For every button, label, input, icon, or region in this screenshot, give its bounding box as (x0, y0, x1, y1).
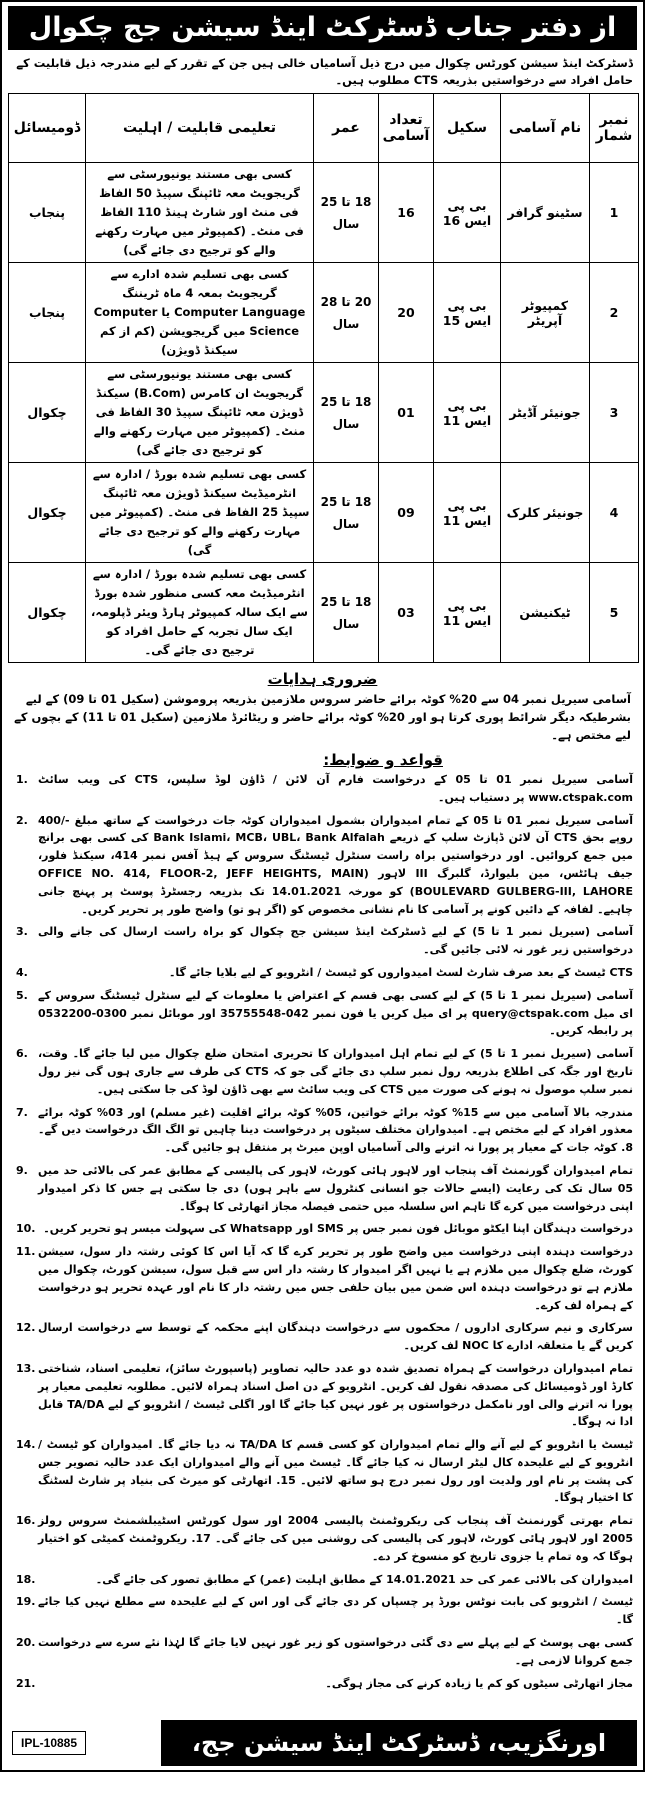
list-item (14, 1220, 633, 1238)
intro-text: ڈسٹرکٹ اینڈ سیشن کورٹس چکوال میں درج ذیل آسامیاں خالی ہیں جن کے تقرر کے لیے مندرجہ ذیل قابلیت کے حامل افراد سے درخواستیں بذریعہ CTS مطلوب ہیں۔ (16, 56, 633, 87)
table-row (9, 263, 639, 363)
instructions-title: ضروری ہدایات (267, 670, 378, 688)
list-item (14, 1675, 633, 1693)
row-no: 4 (590, 463, 639, 563)
row-qualification: کسی بھی تسلیم شدہ ادارے سے گریجویٹ بمعہ 4 ماہ ٹریننگ Computer Language یا Computer Science میں گریجویشن (کم از کم سیکنڈ ڈویژن) (86, 263, 314, 363)
rule-number: 3. (16, 925, 28, 939)
rule-text: آسامی سیریل نمبر 01 تا 05 کے تمام امیدواران بشمول امیدواران کوٹہ جات درخواست کے ساتھ مبلغ -/400 روپے بحق CTS آن لائن ڈپازٹ سلپ کے ذریعے Bank Islami، MCB، UBL، Bank Alfalah کی کسی بھی برانچ میں جمع کروائیں۔ اور درخواستیں براہ راست سنٹرل ٹیسٹنگ سروس کے ہیڈ آفس نمبر 414، سیکنڈ فلور، جیف ہائٹس، مین بلیوارڈ، گلبرگ III لاہور (OFFICE NO. 414, FLOOR-2, JEFF HEIGHTS, MAIN BOULEVARD GULBERG-III, LAHORE) کو مورخہ 14.01.2021 تک بذریعہ رجسٹرڈ پوسٹ پر پہنچ جانی چاہیے۔ لفافہ کے دائیں کونے پر آسامی کا نام نشانی مخصوص کو (اگر ہو تو) واضح طور پر تحریر کریں۔ (38, 813, 633, 916)
rule-text: مجاز اتھارٹی سیٹوں کو کم یا زیادہ کرنے کی مجاز ہوگی۔ (325, 1676, 633, 1690)
row-post: جونیئر آڈیٹر (501, 363, 590, 463)
row-qualification: کسی بھی تسلیم شدہ بورڈ / ادارہ سے انٹرمیڈیٹ معہ کسی منظور شدہ بورڈ سے ایک سالہ کمپیوٹر ہارڈ ویئر ڈپلومہ، ایک سال تجربہ کے حامل افراد کو ترجیح دی جائے گی۔ (86, 563, 314, 663)
list-item (14, 1162, 633, 1215)
rule-number: 5. (16, 988, 28, 1002)
row-qualification: کسی بھی تسلیم شدہ بورڈ / ادارہ سے انٹرمیڈیٹ سیکنڈ ڈویژن معہ ٹائپنگ سپیڈ 25 الفاظ فی منٹ۔ (کمپیوٹر میں مہارت رکھنے والے کو ترجیح دی جائے گی) (86, 463, 314, 563)
row-scale: بی پی ایس 11 (434, 363, 501, 463)
row-post: جونیئر کلرک (501, 463, 590, 563)
rule-number: 20. (16, 1636, 36, 1650)
table-row (9, 163, 639, 263)
list-item (14, 1319, 633, 1355)
row-age: 18 تا 25 سال (314, 563, 379, 663)
rule-number: 4. (16, 965, 28, 979)
rule-text: تمام امیدواران درخواست کے ہمراہ تصدیق شدہ دو عدد حالیہ تصاویر (پاسپورٹ سائز)، تعلیمی اسناد، شناختی کارڈ اور ڈومیسائل کی مصدقہ نقول لف کریں۔ انٹرویو کے دن اصل اسناد ہمراہ لائیں۔ مطلوبہ تعلیمی معیار پر پورا نہ اترنے والی اور نامکمل درخواستوں پر غور نہیں کیا جائے گا اور اگلی ٹیسٹ / انٹرویو کے لیے TA/DA قابل ادا نہ ہوگا۔ (38, 1361, 633, 1429)
rule-number: 7. (16, 1105, 28, 1119)
rule-text: ٹیسٹ / انٹرویو کی بابت نوٹس بورڈ پر چسپاں کر دی جائے گی اور اس کے لیے علیحدہ سے مطلع نہیں کیا جائے گا۔ (38, 1595, 633, 1627)
header-domicile: ڈومیسائل (9, 94, 86, 163)
row-count: 16 (379, 163, 434, 263)
row-domicile: پنجاب (9, 263, 86, 363)
header-count: تعداد آسامی (379, 94, 434, 163)
list-item (14, 1243, 633, 1314)
row-post: ٹیکنیشن (501, 563, 590, 663)
row-no: 2 (590, 263, 639, 363)
rule-text: سرکاری و نیم سرکاری اداروں / محکموں سے درخواست دہندگان اپنے محکمہ کے توسط سے درخواست ارسال کریں گے یا متعلقہ ادارے کا NOC لف کریں۔ (38, 1321, 633, 1353)
rule-number: 6. (16, 1047, 28, 1061)
rule-number: 1. (16, 773, 28, 786)
row-scale: بی پی ایس 11 (434, 463, 501, 563)
row-scale: بی پی ایس 11 (434, 563, 501, 663)
rule-number: 19. (16, 1595, 36, 1609)
rule-number: 10. (16, 1222, 36, 1236)
rule-number: 2. (16, 813, 28, 827)
list-item (14, 1571, 633, 1589)
list-item (14, 1360, 633, 1431)
row-post: کمپیوٹر آپریٹر (501, 263, 590, 363)
page-title: از دفتر جناب ڈسٹرکٹ اینڈ سیشن جج چکوال (8, 6, 637, 50)
rule-text: درخواست دہندگان اپنا ایکٹو موبائل فون نمبر جس پر SMS اور Whatsapp کی سہولت میسر ہو تحریر کریں۔ (43, 1222, 633, 1236)
rule-text: ٹیسٹ یا انٹرویو کے لیے آنے والے تمام امیدواران کو کسی قسم کا TA/DA نہ دیا جائے گا۔ امیدواران کو ٹیسٹ / انٹرویو کے لیے علیحدہ کال لیٹر ارسال نہ کیا جائے گا۔ ٹیسٹ میں آنے والے امیدواران ایک عدد حالیہ تصویر جس کی پشت پر نام اور ولدیت اور رول نمبر درج ہو ساتھ لائیں۔ 15. اتھارٹی کو میرٹ کی بنیاد پر شارٹ لسٹنگ کا اختیار ہوگا۔ (38, 1438, 634, 1505)
list-item (14, 771, 633, 807)
row-domicile: چکوال (9, 563, 86, 663)
rule-number: 9. (16, 1163, 28, 1177)
header-scale: سکیل (434, 94, 501, 163)
row-no: 3 (590, 363, 639, 463)
rule-text: آسامی (سیریل نمبر 1 تا 5) کے لیے تمام اہل امیدواران کا تحریری امتحان ضلع چکوال میں لیا جائے گا۔ وقت، تاریخ اور جگہ کی اطلاع بذریعہ رول نمبر سلپ دی جائے گی جو کہ CTS کی طرف سے جاری ہوں گی نیز رول نمبر سلپ موصول نہ ہونے کی صورت میں CTS کی ویب سائٹ سے بھی ڈاؤن لوڈ کی جا سکتی ہیں۔ (38, 1047, 633, 1096)
header-post: نام آسامی (501, 94, 590, 163)
rule-number: 11. (16, 1245, 36, 1259)
row-no: 1 (590, 163, 639, 263)
table-header-row (9, 94, 639, 163)
rule-number: 14. (16, 1438, 36, 1452)
ipl-code: IPL-10885 (12, 1731, 86, 1755)
row-count: 20 (379, 263, 434, 363)
rules-list (2, 771, 643, 1697)
row-age: 18 تا 25 سال (314, 163, 379, 263)
table-row (9, 563, 639, 663)
row-qualification: کسی بھی مستند یونیورسٹی سے گریجویٹ ان کامرس (B.Com) سیکنڈ ڈویژن معہ ٹائپنگ سپیڈ 30 الفاظ فی منٹ۔ (کمپیوٹر میں مہارت رکھنے والے کو ترجیح دی جائے گی) (86, 363, 314, 463)
rule-text: آسامی (سیریل نمبر 1 تا 5) کے لیے ڈسٹرکٹ اینڈ سیشن جج چکوال کو براہ راست ارسال کی جانے والی درخواستیں زیر غور نہ لائی جائیں گی۔ (38, 925, 633, 957)
list-item (14, 1436, 633, 1507)
header-age: عمر (314, 94, 379, 163)
instructions-text: آسامی سیریل نمبر 04 سے 20% کوٹہ برائے حاضر سروس ملازمین بذریعہ پروموشن (سکیل 01 تا 09) کے لیے بشرطیکہ دیگر شرائط پوری کرتا ہو اور 20% کوٹہ برائے حاضر و ریٹائرڈ ملازمین (سکیل 01 تا 11) کے بچوں کے لیے مختص ہے۔ (14, 692, 631, 742)
row-post: سٹینو گرافر (501, 163, 590, 263)
list-item (14, 812, 633, 919)
row-qualification: کسی بھی مستند یونیورسٹی سے گریجویٹ معہ ٹائپنگ سپیڈ 50 الفاظ فی منٹ اور شارٹ ہینڈ 110 الفاظ فی منٹ۔ (کمپیوٹر میں مہارت رکھنے والے کو ترجیح دی جائے گی) (86, 163, 314, 263)
row-no: 5 (590, 563, 639, 663)
rule-number: 16. (16, 1514, 36, 1528)
list-item (14, 987, 633, 1040)
header-qualification: تعلیمی قابلیت / اہلیت (86, 94, 314, 163)
row-age: 18 تا 25 سال (314, 463, 379, 563)
list-item (14, 964, 633, 982)
rule-number: 12. (16, 1321, 36, 1335)
list-item (14, 1634, 633, 1670)
table-row (9, 463, 639, 563)
row-count: 09 (379, 463, 434, 563)
list-item (14, 1104, 633, 1157)
row-age: 18 تا 25 سال (314, 363, 379, 463)
list-item (14, 1512, 633, 1565)
rule-text: کسی بھی پوسٹ کے لیے پہلے سے دی گئی درخواستوں کو زیر غور نہیں لایا جائے گا لہٰذا نئے سرے سے درخواست جمع کروانا لازمی ہے۔ (38, 1636, 633, 1667)
rule-text: تمام بھرتی گورنمنٹ آف پنجاب کی ریکروٹمنٹ پالیسی 2004 اور سول کورٹس اسٹیبلشمنٹ سروس رولز 2005 اور لاہور ہائی کورٹ، لاہور کی پالیسی کی روشنی میں کی جائے گی۔ 17. ریکروٹمنٹ کمیٹی کو اختیار ہوگا کہ وہ تمام یا جزوی تاریخ کو منسوخ کر دے۔ (38, 1514, 633, 1563)
rule-text: آسامی سیریل نمبر 01 تا 05 کے درخواست فارم آن لائن / ڈاؤن لوڈ سلپس، CTS کی ویب سائٹ www.ctspak.com پر دستیاب ہیں۔ (38, 773, 634, 804)
row-scale: بی پی ایس 15 (434, 263, 501, 363)
rules-title: قواعد و ضوابط: (323, 751, 443, 769)
header-no: نمبر شمار (590, 94, 639, 163)
rule-text: آسامی (سیریل نمبر 1 تا 5) کے لیے کسی بھی قسم کے اعتراض یا معلومات کے لیے سنٹرل ٹیسٹنگ سروس کے ای میل query@ctspak.com پر ای میل کریں یا فون نمبر 042-35755548 اور موبائل نمبر 0300-0532200 پر رابطہ کریں۔ (38, 988, 633, 1038)
row-age: 20 تا 28 سال (314, 263, 379, 363)
rule-text: CTS ٹیسٹ کے بعد صرف شارٹ لسٹ امیدواروں کو ٹیسٹ / انٹرویو کے لیے بلایا جائے گا۔ (168, 965, 633, 979)
rule-text: امیدواران کی بالائی عمر کی حد 14.01.2021 کے مطابق اہلیت (عمر) کے مطابق تصور کی جائے گی۔ (95, 1572, 633, 1586)
row-scale: بی پی ایس 16 (434, 163, 501, 263)
row-domicile: چکوال (9, 363, 86, 463)
rule-number: 21. (16, 1676, 36, 1690)
table-row (9, 363, 639, 463)
rule-number: 18. (16, 1572, 36, 1586)
row-count: 01 (379, 363, 434, 463)
row-count: 03 (379, 563, 434, 663)
list-item (14, 923, 633, 959)
list-item (14, 1045, 633, 1098)
vacancies-table (8, 93, 639, 663)
rule-number: 13. (16, 1361, 36, 1375)
signature-block: اورنگزیب، ڈسٹرکٹ اینڈ سیشن جج، چکوال (161, 1720, 637, 1766)
rule-text: تمام امیدواران گورنمنٹ آف پنجاب اور لاہور ہائی کورٹ، لاہور کی پالیسی کے مطابق عمر کی بالائی حد میں 05 سال تک کی رعایت (ایسے حالات جو انسانی کنٹرول سے باہر ہوں) دی جا سکتی ہے جس کا ذکر امیدوار اپنی درخواست میں کرے گا تاہم اس سلسلہ میں حتمی فیصلہ مجاز اتھارٹی کا ہوگا۔ (38, 1163, 633, 1213)
footer (8, 1720, 637, 1803)
row-domicile: چکوال (9, 463, 86, 563)
rule-text: درخواست دہندہ اپنی درخواست میں واضح طور پر تحریر کرے گا کہ آیا اس کا کوئی رشتہ دار سول، سیشن کورٹ، ضلع چکوال میں ملازم ہے یا نہیں اگر امیدوار کا رشتہ دار اس سے قبل سول، سیشن کورٹ، چکوال میں ملازم ہے تو درخواست دہندہ اس ضمن میں بیان حلفی جس میں رشتہ دار کا نام اور عہدہ تحریر ہو درخواست کے ہمراہ لف کرے۔ (38, 1245, 633, 1312)
row-domicile: پنجاب (9, 163, 86, 263)
list-item (14, 1593, 633, 1629)
rule-text: مندرجہ بالا آسامی میں سے 15% کوٹہ برائے خواتین، 05% کوٹہ برائے اقلیت (غیر مسلم) اور 03% کوٹہ برائے معذور افراد کے لیے مختص ہے۔ امیدواران مختلف سیٹوں پر درخواست دینا چاہیں تو الگ الگ درخواست دیں گے۔ 8. کوٹہ جات کے معیار پر پورا نہ اترنے والی آسامیاں اوپن میرٹ پر منتقل ہو جائیں گی۔ (38, 1105, 633, 1155)
